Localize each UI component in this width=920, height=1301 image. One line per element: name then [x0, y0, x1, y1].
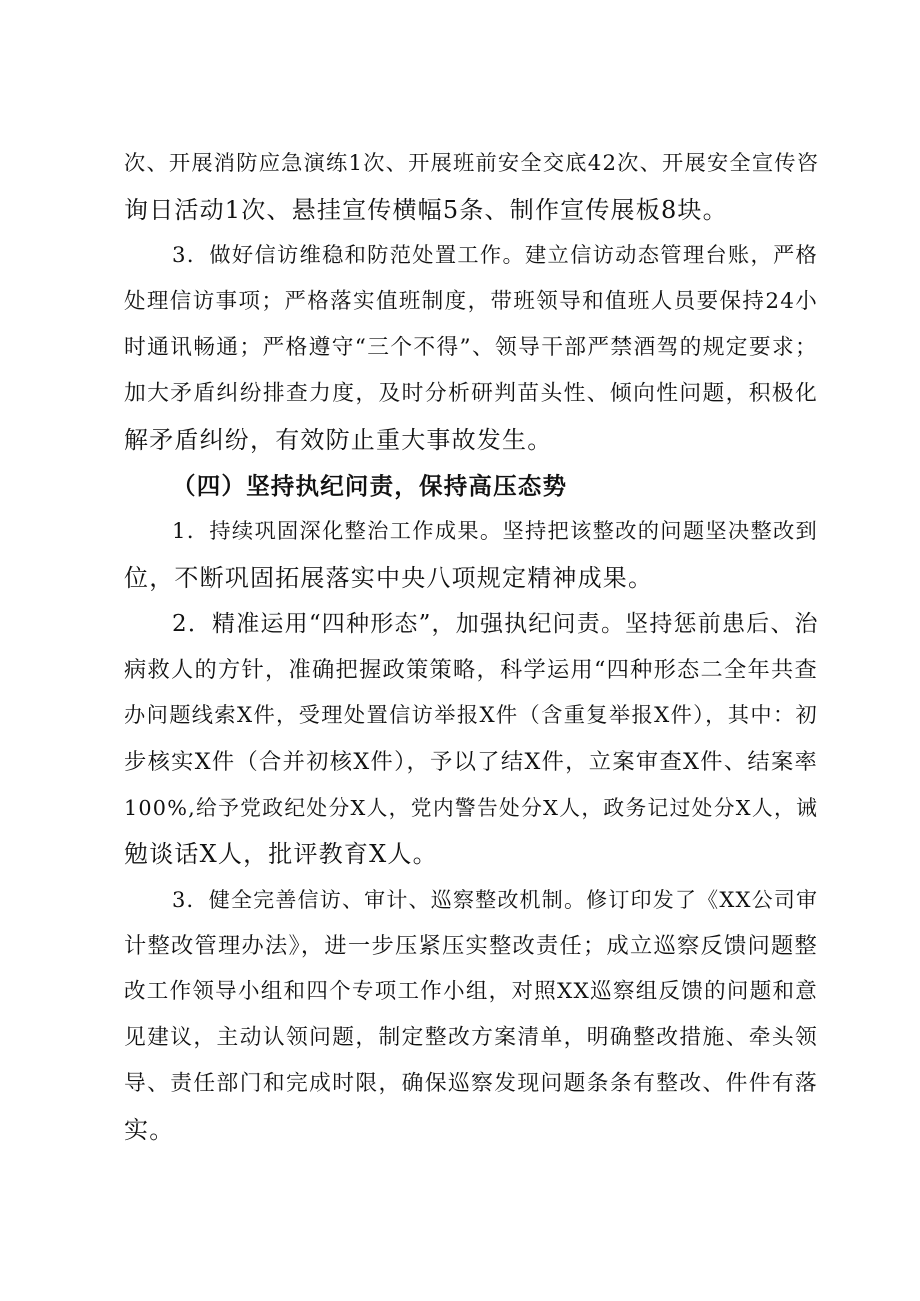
text-line: 导、责任部门和完成时限，确保巡察发现问题条条有整改、件件有落	[124, 1071, 818, 1096]
document-body	[124, 141, 824, 1153]
text-line: 位，不断巩固拓展落实中央八项规定精神成果。	[124, 564, 654, 592]
text-line: 询日活动1次、悬挂宣传横幅5条、制作宣传展板8块。	[124, 196, 728, 224]
text-line: 计整改管理办法》，进一步压紧压实整改责任；成立巡察反馈问题整	[124, 933, 818, 959]
text-line: 步核实X件（合并初核X件），予以了结X件，立案审查X件、结案率	[124, 749, 818, 775]
text-line: 2．精准运用“四种形态”，加强执纪问责。坚持惩前患后、治	[172, 611, 819, 637]
text-line: 办问题线索X件，受理处置信访举报X件（含重复举报X件），其中：初	[124, 703, 818, 728]
text-line: 实。	[124, 1116, 175, 1144]
text-line: 3．健全完善信访、审计、巡察整改机制。修订印发了《XX公司审	[172, 888, 819, 912]
text-line: 处理信访事项；严格落实值班制度，带班领导和值班人员要保持24小	[124, 289, 818, 314]
section-heading: （四）坚持执纪问责，保持高压态势	[172, 472, 568, 500]
text-line: 100%,给予党政纪处分X人，党内警告处分X人，政务记过处分X人，诫	[124, 796, 818, 820]
text-line: 病救人的方针，准确把握政策策略，科学运用“四种形态二全年共查	[124, 657, 818, 683]
text-line: 加大矛盾纠纷排查力度，及时分析研判苗头性、倾向性问题，积极化	[124, 381, 818, 406]
text-line: 时通讯畅通；严格遵守“三个不得”、领导干部严禁酒驾的规定要求；	[124, 335, 818, 360]
text-line: 解矛盾纠纷，有效防止重大事故发生。	[124, 426, 553, 454]
text-line: 勉谈话X人，批评教育X人。	[124, 840, 438, 868]
text-line: 改工作领导小组和四个专项工作小组，对照XX巡察组反馈的问题和意	[124, 979, 818, 1004]
text-line: 见建议，主动认领问题，制定整改方案清单，明确整改措施、牵头领	[124, 1025, 818, 1050]
text-line: 次、开展消防应急演练1次、开展班前安全交底42次、开展安全宣传咨	[124, 151, 820, 176]
text-line: 3．做好信访维稳和防范处置工作。建立信访动态管理台账，严格	[172, 243, 818, 268]
text-line: 1．持续巩固深化整治工作成果。坚持把该整改的问题坚决整改到	[172, 519, 818, 544]
